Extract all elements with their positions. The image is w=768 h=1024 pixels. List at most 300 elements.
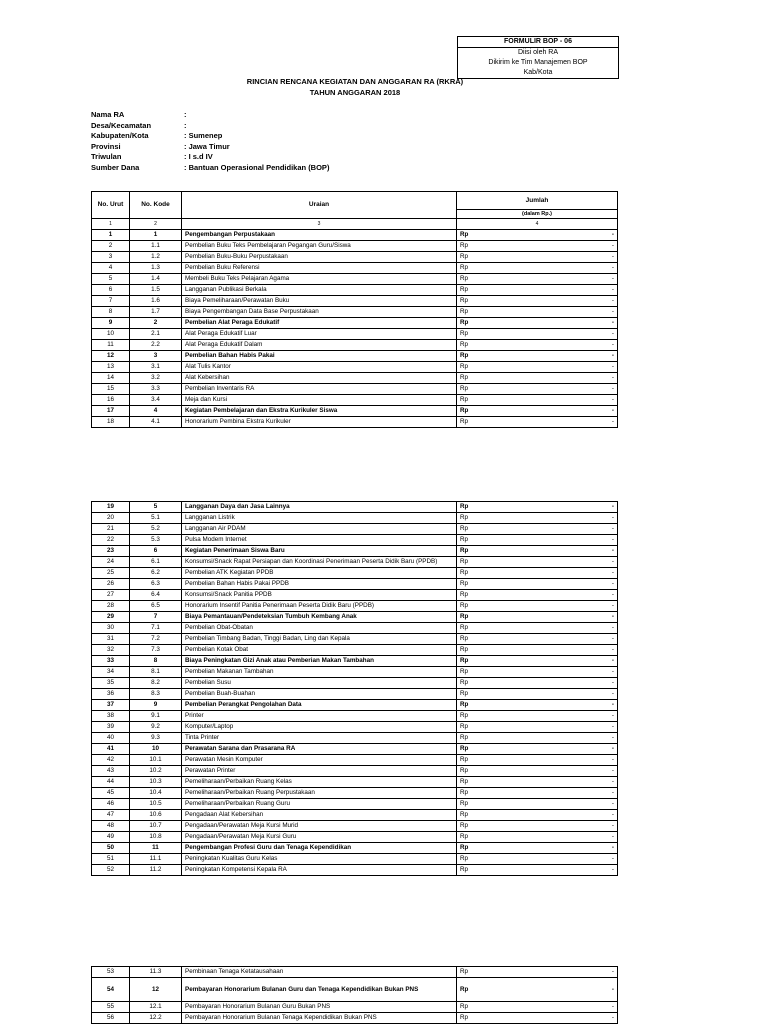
row-code: 8.3 — [130, 689, 182, 700]
header-no-urut: No. Urut — [92, 192, 130, 219]
identity-row — [91, 110, 329, 121]
row-number: 45 — [92, 788, 130, 799]
table-row — [92, 645, 618, 656]
row-number: 8 — [92, 307, 130, 318]
row-code: 2.2 — [130, 340, 182, 351]
row-currency: Rp — [457, 296, 485, 307]
row-code: 1.7 — [130, 307, 182, 318]
row-currency: Rp — [457, 329, 485, 340]
document-title — [200, 76, 510, 98]
row-number: 39 — [92, 722, 130, 733]
identity-row — [91, 131, 329, 142]
row-number: 51 — [92, 854, 130, 865]
row-description: Alat Peraga Edukatif Dalam — [182, 340, 457, 351]
row-currency: Rp — [457, 623, 485, 634]
table-row — [92, 296, 618, 307]
row-amount: - — [485, 799, 618, 810]
identity-row — [91, 142, 329, 153]
row-description: Pembelian Buku Referensi — [182, 263, 457, 274]
row-description: Printer — [182, 711, 457, 722]
table-row — [92, 700, 618, 711]
row-code: 1.5 — [130, 285, 182, 296]
table-row — [92, 623, 618, 634]
row-code: 5.1 — [130, 513, 182, 524]
table-row — [92, 832, 618, 843]
row-number: 4 — [92, 263, 130, 274]
row-amount: - — [485, 711, 618, 722]
table-row — [92, 274, 618, 285]
row-description: Pemeliharaan/Perbaikan Ruang Perpustakaan — [182, 788, 457, 799]
row-description: Pemeliharaan/Perbaikan Ruang Kelas — [182, 777, 457, 788]
table-row — [92, 799, 618, 810]
identity-label: Kabupaten/Kota — [91, 131, 149, 140]
row-code: 9.3 — [130, 733, 182, 744]
row-currency: Rp — [457, 678, 485, 689]
row-description: Pembelian Bahan Habis Pakai — [182, 351, 457, 362]
row-number: 42 — [92, 755, 130, 766]
table-row — [92, 601, 618, 612]
row-description: Pembayaran Honorarium Bulanan Guru Bukan PNS — [182, 1002, 457, 1013]
row-description: Langganan Listrik — [182, 513, 457, 524]
document-title-line-1: RINCIAN RENCANA KEGIATAN DAN ANGGARAN RA (RKRA) — [246, 77, 464, 86]
row-description: Honorarium Insentif Panitia Penerimaan Peserta Didik Baru (PPDB) — [182, 601, 457, 612]
row-code: 4.1 — [130, 417, 182, 428]
row-currency: Rp — [457, 601, 485, 612]
row-description: Pembelian Makanan Tambahan — [182, 667, 457, 678]
row-description: Perawatan Printer — [182, 766, 457, 777]
row-amount: - — [485, 832, 618, 843]
table-row — [92, 634, 618, 645]
row-number: 30 — [92, 623, 130, 634]
row-number: 3 — [92, 252, 130, 263]
form-note-1: Diisi oleh RA — [517, 49, 559, 56]
row-amount: - — [485, 967, 618, 978]
table-row — [92, 568, 618, 579]
row-number: 22 — [92, 535, 130, 546]
row-amount: - — [485, 634, 618, 645]
row-number: 6 — [92, 285, 130, 296]
row-currency: Rp — [457, 263, 485, 274]
identity-value: : — [184, 110, 187, 119]
table-row — [92, 689, 618, 700]
row-description: Pembayaran Honorarium Bulanan Tenaga Kependidikan Bukan PNS — [182, 1013, 457, 1024]
row-currency: Rp — [457, 1013, 485, 1024]
row-number: 47 — [92, 810, 130, 821]
row-description: Kegiatan Pembelajaran dan Ekstra Kurikuler Siswa — [182, 406, 457, 417]
row-number: 46 — [92, 799, 130, 810]
row-code: 5 — [130, 502, 182, 513]
table-row — [92, 967, 618, 978]
row-description: Honorarium Pembina Ekstra Kurikuler — [182, 417, 457, 428]
row-currency: Rp — [457, 612, 485, 623]
row-number: 28 — [92, 601, 130, 612]
table-row — [92, 777, 618, 788]
row-amount: - — [485, 285, 618, 296]
table-row — [92, 362, 618, 373]
row-currency: Rp — [457, 854, 485, 865]
table-body-3 — [92, 967, 618, 1024]
header-uraian: Uraian — [182, 192, 457, 219]
row-currency: Rp — [457, 502, 485, 513]
row-code: 6.4 — [130, 590, 182, 601]
header-jumlah-unit: (dalam Rp.) — [457, 210, 618, 219]
row-amount: - — [485, 524, 618, 535]
table-row — [92, 821, 618, 832]
row-description: Peningkatan Kualitas Guru Kelas — [182, 854, 457, 865]
row-code: 9.2 — [130, 722, 182, 733]
row-amount: - — [485, 274, 618, 285]
row-number: 16 — [92, 395, 130, 406]
row-code: 10 — [130, 744, 182, 755]
row-description: Pembelian Susu — [182, 678, 457, 689]
row-code: 2 — [130, 318, 182, 329]
row-description: Pembelian Timbang Badan, Tinggi Badan, Ling dan Kepala — [182, 634, 457, 645]
row-number: 26 — [92, 579, 130, 590]
identity-value: : Jawa Timur — [184, 141, 230, 151]
row-amount: - — [485, 843, 618, 854]
identity-label: Sumber Dana — [91, 162, 140, 172]
row-amount: - — [485, 978, 618, 1002]
row-number: 17 — [92, 406, 130, 417]
row-amount: - — [485, 296, 618, 307]
row-code: 1.1 — [130, 241, 182, 252]
row-number: 13 — [92, 362, 130, 373]
row-amount: - — [485, 502, 618, 513]
row-number: 41 — [92, 744, 130, 755]
row-amount: - — [485, 1013, 618, 1024]
row-description: Tinta Printer — [182, 733, 457, 744]
row-code: 1 — [130, 230, 182, 241]
table-row — [92, 406, 618, 417]
row-code: 11.3 — [130, 967, 182, 978]
row-number: 56 — [92, 1013, 130, 1024]
table-row — [92, 373, 618, 384]
row-code: 3.2 — [130, 373, 182, 384]
row-amount: - — [485, 252, 618, 263]
row-description: Pengadaan/Perawatan Meja Kursi Murid — [182, 821, 457, 832]
table-row — [92, 252, 618, 263]
row-number: 53 — [92, 967, 130, 978]
table-row — [92, 230, 618, 241]
row-amount: - — [485, 645, 618, 656]
table-body-2 — [92, 502, 618, 876]
row-code: 1.6 — [130, 296, 182, 307]
row-number: 36 — [92, 689, 130, 700]
row-currency: Rp — [457, 788, 485, 799]
row-code: 7.1 — [130, 623, 182, 634]
row-amount: - — [485, 340, 618, 351]
row-description: Pengembangan Perpustakaan — [182, 230, 457, 241]
row-number: 23 — [92, 546, 130, 557]
row-code: 11 — [130, 843, 182, 854]
row-amount: - — [485, 700, 618, 711]
table-row — [92, 744, 618, 755]
row-code: 1.2 — [130, 252, 182, 263]
row-code: 10.2 — [130, 766, 182, 777]
row-description: Konsumsi/Snack Rapat Persiapan dan Koordinasi Penerimaan Peserta Didik Baru (PPDB) — [182, 557, 457, 568]
budget-table-part-2 — [91, 501, 618, 876]
row-currency: Rp — [457, 230, 485, 241]
row-amount: - — [485, 362, 618, 373]
row-number: 15 — [92, 384, 130, 395]
row-amount: - — [485, 722, 618, 733]
column-number-1: 1 — [92, 219, 130, 230]
form-code-box — [457, 36, 619, 79]
row-amount: - — [485, 777, 618, 788]
table-row — [92, 733, 618, 744]
row-amount: - — [485, 733, 618, 744]
row-number: 9 — [92, 318, 130, 329]
row-currency: Rp — [457, 285, 485, 296]
row-currency: Rp — [457, 700, 485, 711]
identity-row — [91, 152, 329, 163]
column-number-4: 4 — [457, 219, 618, 230]
row-currency: Rp — [457, 766, 485, 777]
identity-label: Triwulan — [91, 152, 122, 161]
identity-row — [91, 121, 329, 132]
row-description: Alat Kebersihan — [182, 373, 457, 384]
row-number: 12 — [92, 351, 130, 362]
row-number: 25 — [92, 568, 130, 579]
row-description: Langganan Publikasi Berkala — [182, 285, 457, 296]
row-description: Membeli Buku Teks Pelajaran Agama — [182, 274, 457, 285]
row-number: 1 — [92, 230, 130, 241]
row-currency: Rp — [457, 1002, 485, 1013]
row-description: Pembayaran Honorarium Bulanan Guru dan Tenaga Kependidikan Bukan PNS — [182, 978, 457, 1002]
table-row — [92, 843, 618, 854]
row-code: 11.1 — [130, 854, 182, 865]
table-row — [92, 722, 618, 733]
row-currency: Rp — [457, 689, 485, 700]
row-description: Pembelian Perangkat Pengolahan Data — [182, 700, 457, 711]
row-amount: - — [485, 590, 618, 601]
identity-label: Provinsi — [91, 141, 121, 151]
table-row — [92, 285, 618, 296]
row-currency: Rp — [457, 557, 485, 568]
table-row — [92, 351, 618, 362]
table-row — [92, 865, 618, 876]
row-currency: Rp — [457, 351, 485, 362]
identity-value: : Bantuan Operasional Pendidikan (BOP) — [184, 162, 330, 172]
table-row — [92, 340, 618, 351]
table-row — [92, 557, 618, 568]
row-amount: - — [485, 307, 618, 318]
row-amount: - — [485, 351, 618, 362]
row-number: 19 — [92, 502, 130, 513]
row-code: 2.1 — [130, 329, 182, 340]
row-code: 6 — [130, 546, 182, 557]
row-code: 7.3 — [130, 645, 182, 656]
row-number: 18 — [92, 417, 130, 428]
row-number: 37 — [92, 700, 130, 711]
row-code: 3 — [130, 351, 182, 362]
row-currency: Rp — [457, 406, 485, 417]
table-row — [92, 524, 618, 535]
row-description: Pengembangan Profesi Guru dan Tenaga Kependidikan — [182, 843, 457, 854]
row-amount: - — [485, 263, 618, 274]
row-currency: Rp — [457, 362, 485, 373]
row-code: 3.1 — [130, 362, 182, 373]
row-number: 43 — [92, 766, 130, 777]
row-number: 29 — [92, 612, 130, 623]
row-currency: Rp — [457, 535, 485, 546]
row-number: 52 — [92, 865, 130, 876]
table-row — [92, 329, 618, 340]
row-amount: - — [485, 241, 618, 252]
row-description: Langganan Air PDAM — [182, 524, 457, 535]
row-currency: Rp — [457, 799, 485, 810]
row-description: Meja dan Kursi — [182, 395, 457, 406]
table-row — [92, 854, 618, 865]
row-currency: Rp — [457, 777, 485, 788]
identity-row — [91, 163, 329, 174]
row-code: 6.5 — [130, 601, 182, 612]
row-number: 11 — [92, 340, 130, 351]
row-description: Peningkatan Kompetensi Kepala RA — [182, 865, 457, 876]
row-currency: Rp — [457, 634, 485, 645]
row-description: Pembinaan Tenaga Ketatausahaan — [182, 967, 457, 978]
row-amount: - — [485, 854, 618, 865]
row-code: 10.5 — [130, 799, 182, 810]
row-amount: - — [485, 373, 618, 384]
table-row — [92, 546, 618, 557]
row-currency: Rp — [457, 373, 485, 384]
row-code: 12.2 — [130, 1013, 182, 1024]
row-number: 49 — [92, 832, 130, 843]
table-row — [92, 384, 618, 395]
table-row — [92, 978, 618, 1002]
row-amount: - — [485, 384, 618, 395]
row-description: Pengadaan/Perawatan Meja Kursi Guru — [182, 832, 457, 843]
row-amount: - — [485, 689, 618, 700]
row-currency: Rp — [457, 645, 485, 656]
identity-label: Nama RA — [91, 110, 125, 119]
row-amount: - — [485, 557, 618, 568]
table-row — [92, 263, 618, 274]
row-code: 1.4 — [130, 274, 182, 285]
row-description: Pembelian Obat-Obatan — [182, 623, 457, 634]
row-currency: Rp — [457, 656, 485, 667]
row-code: 5.2 — [130, 524, 182, 535]
row-code: 10.4 — [130, 788, 182, 799]
row-currency: Rp — [457, 395, 485, 406]
identity-value: : — [184, 120, 187, 130]
table-row — [92, 307, 618, 318]
table-row — [92, 579, 618, 590]
row-number: 7 — [92, 296, 130, 307]
row-number: 38 — [92, 711, 130, 722]
row-amount: - — [485, 744, 618, 755]
row-code: 6.3 — [130, 579, 182, 590]
identity-value: : Sumenep — [184, 131, 223, 140]
row-code: 10.1 — [130, 755, 182, 766]
column-number-3: 3 — [182, 219, 457, 230]
row-code: 7 — [130, 612, 182, 623]
row-code: 7.2 — [130, 634, 182, 645]
table-row — [92, 788, 618, 799]
row-currency: Rp — [457, 832, 485, 843]
row-currency: Rp — [457, 274, 485, 285]
identity-value: : I s.d IV — [184, 152, 213, 161]
row-code: 4 — [130, 406, 182, 417]
table-row — [92, 513, 618, 524]
row-code: 1.3 — [130, 263, 182, 274]
row-description: Pembelian Kotak Obat — [182, 645, 457, 656]
row-currency: Rp — [457, 722, 485, 733]
row-code: 8 — [130, 656, 182, 667]
row-currency: Rp — [457, 967, 485, 978]
row-number: 54 — [92, 978, 130, 1002]
row-number: 32 — [92, 645, 130, 656]
row-currency: Rp — [457, 340, 485, 351]
row-code: 6.1 — [130, 557, 182, 568]
table-row — [92, 395, 618, 406]
row-code: 9.1 — [130, 711, 182, 722]
row-code: 10.7 — [130, 821, 182, 832]
row-amount: - — [485, 395, 618, 406]
row-description: Biaya Pemantauan/Pendeteksian Tumbuh Kembang Anak — [182, 612, 457, 623]
row-currency: Rp — [457, 513, 485, 524]
table-row — [92, 318, 618, 329]
row-number: 33 — [92, 656, 130, 667]
row-number: 40 — [92, 733, 130, 744]
row-description: Konsumsi/Snack Panitia PPDB — [182, 590, 457, 601]
row-currency: Rp — [457, 318, 485, 329]
row-description: Pembelian Buku-Buku Perpustakaan — [182, 252, 457, 263]
form-note-3: Kab/Kota — [523, 69, 553, 76]
row-currency: Rp — [457, 865, 485, 876]
row-amount: - — [485, 230, 618, 241]
budget-table-part-3 — [91, 966, 618, 1024]
row-number: 31 — [92, 634, 130, 645]
table-row — [92, 810, 618, 821]
table-row — [92, 1002, 618, 1013]
row-amount: - — [485, 766, 618, 777]
row-amount: - — [485, 667, 618, 678]
table-row — [92, 502, 618, 513]
row-number: 48 — [92, 821, 130, 832]
row-currency: Rp — [457, 241, 485, 252]
row-amount: - — [485, 623, 618, 634]
row-currency: Rp — [457, 417, 485, 428]
row-description: Biaya Peningkatan Gizi Anak atau Pemberian Makan Tambahan — [182, 656, 457, 667]
header-no-kode: No. Kode — [130, 192, 182, 219]
identity-label: Desa/Kecamatan — [91, 120, 152, 130]
row-number: 44 — [92, 777, 130, 788]
row-currency: Rp — [457, 252, 485, 263]
row-description: Alat Tulis Kantor — [182, 362, 457, 373]
row-number: 14 — [92, 373, 130, 384]
row-description: Alat Peraga Edukatif Luar — [182, 329, 457, 340]
row-currency: Rp — [457, 307, 485, 318]
row-amount: - — [485, 535, 618, 546]
row-description: Pembelian Buku Teks Pembelajaran Pegangan Guru/Siswa — [182, 241, 457, 252]
table-row — [92, 755, 618, 766]
table-row — [92, 1013, 618, 1024]
row-amount: - — [485, 755, 618, 766]
row-currency: Rp — [457, 733, 485, 744]
row-description: Perawatan Mesin Komputer — [182, 755, 457, 766]
row-amount: - — [485, 821, 618, 832]
row-amount: - — [485, 612, 618, 623]
table-row — [92, 241, 618, 252]
row-number: 20 — [92, 513, 130, 524]
row-currency: Rp — [457, 744, 485, 755]
row-code: 12.1 — [130, 1002, 182, 1013]
row-description: Perawatan Sarana dan Prasarana RA — [182, 744, 457, 755]
row-number: 27 — [92, 590, 130, 601]
row-number: 2 — [92, 241, 130, 252]
